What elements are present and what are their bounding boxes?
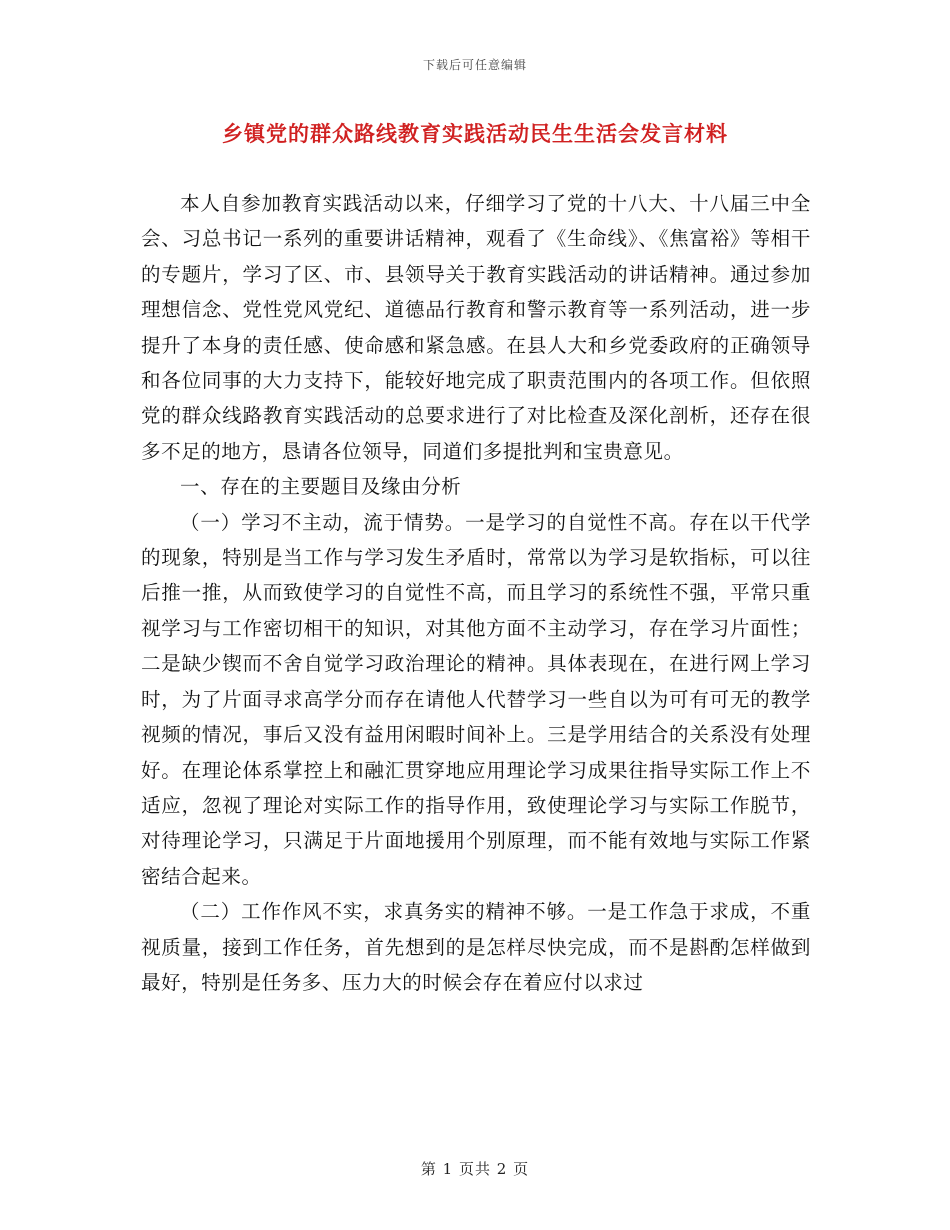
paragraph-work-style: （二）工作作风不实，求真务实的精神不够。一是工作急于求成，不重视质量，接到工作任务，首先想到的是怎样尽快完成，而不是斟酌怎样做到最好，特别是任务多、压力大的时候会存在着应付以求过 <box>141 900 811 994</box>
page-number: 第 1 页共 2 页 <box>420 1160 530 1178</box>
paragraph-intro: 本人自参加教育实践活动以来，仔细学习了党的十八大、十八届三中全会、习总书记一系列的重要讲话精神，观看了《生命线》、《焦富裕》等相干的专题片，学习了区、市、县领导关于教育实践活动的讲话精神。通过参加理想信念、党性党风党纪、道德品行教育和警示教育等一系列活动，进一步提升了本身的责任感、使命感和紧急感。在县人大和乡党委政府的正确领导和各位同事的大力支持下，能较好地完成了职责范围内的各项工作。但依照党的群众线路教育实践活动的总要求进行了对比检查及深化剖析，还存在很多不足的地方，恳请各位领导，同道们多提批判和宝贵意见。 <box>141 192 811 463</box>
document-body <box>141 186 811 1000</box>
paragraph-study: （一）学习不主动，流于情势。一是学习的自觉性不高。存在以干代学的现象，特别是当工作与学习发生矛盾时，常常以为学习是软指标，可以往后推一推，从而致使学习的自觉性不高，而且学习的系统性不强，平常只重视学习与工作密切相干的知识，对其他方面不主动学习，存在学习片面性；二是缺少锲而不舍自觉学习政治理论的精神。具体表现在，在进行网上学习时，为了片面寻求高学分而存在请他人代替学习一些自以为可有可无的教学视频的情况，事后又没有益用闲暇时间补上。三是学用结合的关系没有处理好。在理论体系掌控上和融汇贯穿地应用理论学习成果往指导实际工作上不适应，忽视了理论对实际工作的指导作用，致使理论学习与实际工作脱节，对待理论学习，只满足于片面地援用个别原理，而不能有效地与实际工作紧密结合起来。 <box>141 510 811 888</box>
section-heading-1: 一、存在的主要题目及缘由分析 <box>180 475 462 499</box>
page-header-note: 下载后可任意编辑 <box>422 58 527 72</box>
document-title: 乡镇党的群众路线教育实践活动民生生活会发言材料 <box>222 121 728 146</box>
